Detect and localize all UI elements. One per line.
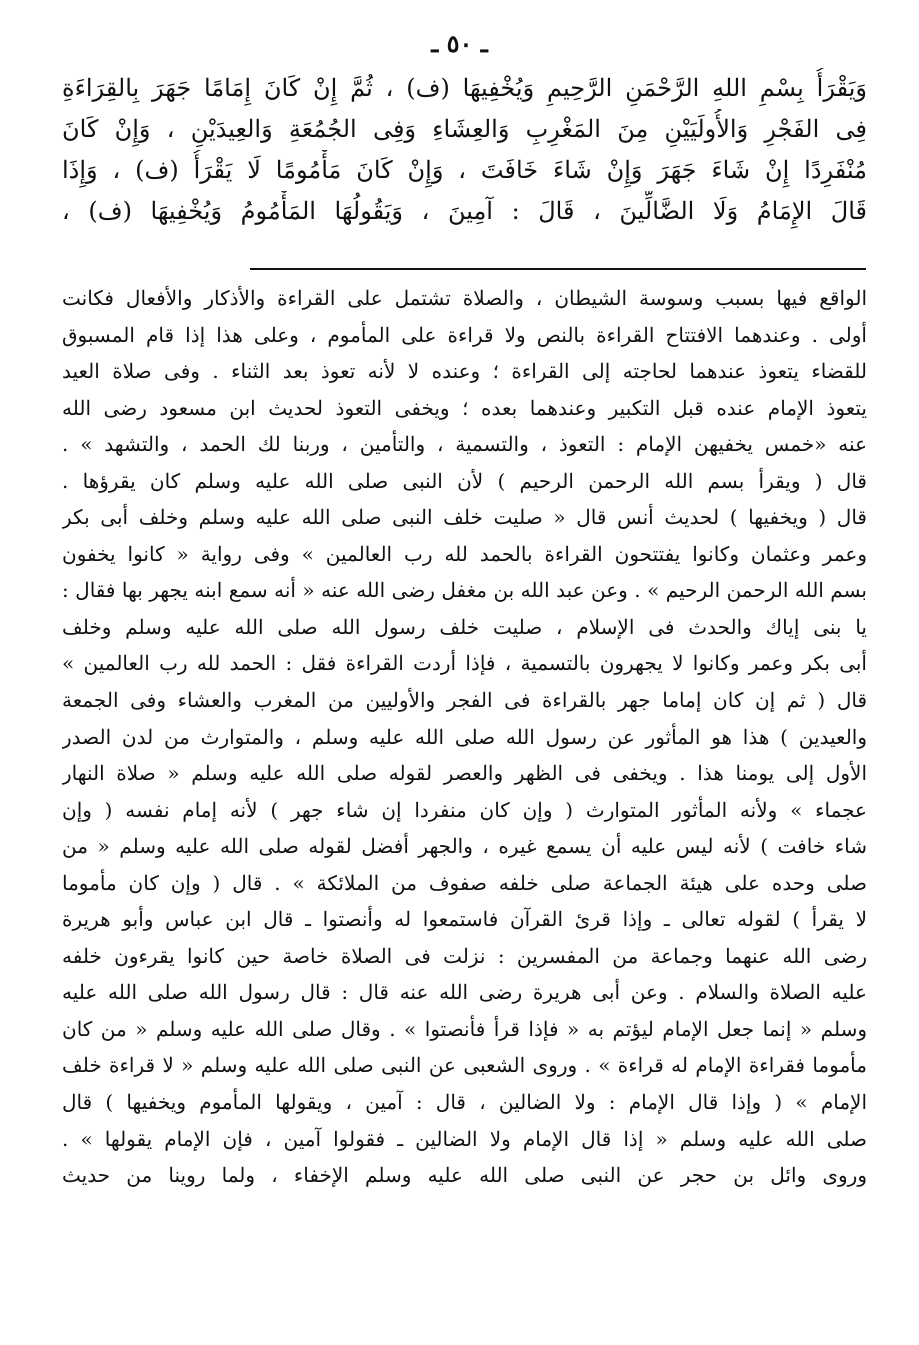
- commentary-line: يا بنى إياك والحدث فى الإسلام ، صليت خلف رسول الله صلى الله عليه وسلم وخلف: [62, 614, 867, 639]
- commentary-text: [62, 280, 867, 1194]
- commentary-line: الأول إلى يومنا هذا . ويخفى فى الظهر والعصر لقوله صلى الله عليه وسلم « صلاة النهار: [62, 761, 867, 786]
- commentary-line: صلى وحده على هيئة الجماعة صلى خلفه صفوف من الملائكة » . قال ( وإن كان مأموما: [62, 870, 867, 895]
- commentary-line: وسلم « إنما جعل الإمام ليؤتم به « فإذا قرأ فأنصتوا » . وقال صلى الله عليه وسلم « من كان: [62, 1016, 867, 1041]
- matn-line: مُنْفَرِدًا إِنْ شَاءَ جَهَرَ وَإِنْ شَاءَ خَافَتَ ، وَإِنْ كَانَ مَأْمُومًا لَا يَقْرَأُ (ف) ، وَإِذَا: [62, 156, 867, 184]
- section-divider: [250, 268, 866, 270]
- commentary-line: والعيدين ) هذا هو المأثور عن رسول الله صلى الله عليه وسلم ، والمتوارث من لدن الصدر: [62, 724, 867, 749]
- matn-line: قَالَ الإِمَامُ وَلَا الضَّالِّينَ ، قَالَ : آمِينَ ، وَيَقُولُهَا المَأْمُومُ وَيُخْفِيهَا (ف) ،: [62, 197, 867, 225]
- commentary-line: شاء خافت ) لأنه ليس عليه أن يسمع غيره ، والجهر أفضل لقوله صلى الله عليه وسلم « من: [62, 834, 867, 859]
- matn-text: [62, 68, 867, 232]
- page-number: ـ ٥٠ ـ: [431, 29, 488, 58]
- commentary-line: عنه «خمس يخفيهن الإمام : التعوذ ، والتسمية ، والتأمين ، وربنا لك الحمد ، والتشهد » .: [62, 432, 867, 457]
- commentary-line: قال ( ويقرأ بسم الله الرحمن الرحيم ) لأن النبى صلى الله عليه وسلم كان يقرؤها .: [62, 468, 867, 493]
- commentary-line: قال ( ويخفيها ) لحديث أنس قال « صليت خلف النبى صلى الله عليه وسلم وخلف أبى بكر: [62, 505, 867, 530]
- commentary-line: لا يقرأ ) لقوله تعالى ـ وإذا قرئ القرآن فاستمعوا له وأنصتوا ـ قال ابن عباس وأبو هريرة: [62, 907, 867, 932]
- commentary-line: عليه الصلاة والسلام . وعن أبى هريرة رضى الله عنه قال : قال رسول الله صلى الله عليه: [62, 980, 867, 1005]
- commentary-line: عجماء » ولأنه المأثور المتوارث ( وإن كان منفردا إن شاء جهر ) لأنه إمام نفسه ( وإن: [62, 797, 867, 822]
- matn-line: وَيَقْرَأُ بِسْمِ اللهِ الرَّحْمَنِ الرَّحِيمِ وَيُخْفِيهَا (ف) ، ثُمَّ إِنْ كَانَ إِمَامًا جَهَرَ بِالقِرَاءَةِ: [62, 74, 867, 102]
- commentary-line: للقضاء يتعوذ عندهما لحاجته إلى القراءة ؛ وعنده لا لأنه تعوذ بعد الثناء . وفى صلاة العيد: [62, 359, 867, 384]
- commentary-line: قال ( ثم إن كان إماما جهر بالقراءة فى الفجر والأوليين من المغرب والعشاء وفى الجمعة: [62, 688, 867, 713]
- commentary-line: بسم الله الرحمن الرحيم » . وعن عبد الله بن مغفل رضى الله عنه « أنه سمع ابنه يجهر بها فقال :: [62, 578, 867, 603]
- matn-line: فِى الفَجْرِ وَالأُولَيَيْنِ مِنَ المَغْرِبِ وَالعِشَاءِ وَفِى الجُمُعَةِ وَالعِيدَيْنِ ، وَإِنْ كَانَ: [62, 115, 867, 143]
- commentary-line: مأموما فقراءة الإمام له قراءة » . وروى الشعبى عن النبى صلى الله عليه وسلم « لا قراءة خلف: [62, 1053, 867, 1078]
- commentary-line: أولى . وعندهما الافتتاح القراءة بالنص ولا قراءة على المأموم ، وعلى هذا إذا قام المسبوق: [62, 322, 867, 347]
- commentary-line: يتعوذ الإمام عنده قبل التكبير وعندهما بعده ؛ ويخفى التعوذ لحديث ابن مسعود رضى الله: [62, 395, 867, 420]
- commentary-line: الإمام » ( وإذا قال الإمام : ولا الضالين ، قال : آمين ، ويقولها المأموم ويخفيها ) قال: [62, 1090, 867, 1115]
- commentary-line: أبى بكر وعمر وكانوا لا يجهرون بالتسمية ، فإذا أردت القراءة فقل : الحمد لله رب العالمين »: [62, 651, 867, 676]
- commentary-line: صلى الله عليه وسلم « إذا قال الإمام ولا الضالين ـ فقولوا آمين ، فإن الإمام يقولها » .: [62, 1126, 867, 1151]
- commentary-line: رضى الله عنهما وجماعة من المفسرين : نزلت فى الصلاة خاصة حين كانوا يقرءون خلفه: [62, 943, 867, 968]
- commentary-line: وعمر وعثمان وكانوا يفتتحون القراءة بالحمد لله رب العالمين » وفى رواية « كانوا يخفون: [62, 541, 867, 566]
- commentary-line: الواقع فيها بسبب وسوسة الشيطان ، والصلاة تشتمل على القراءة والأذكار والأفعال فكانت: [62, 286, 867, 310]
- commentary-line: وروى وائل بن حجر عن النبى صلى الله عليه وسلم الإخفاء ، ولما روينا من حديث: [62, 1163, 867, 1188]
